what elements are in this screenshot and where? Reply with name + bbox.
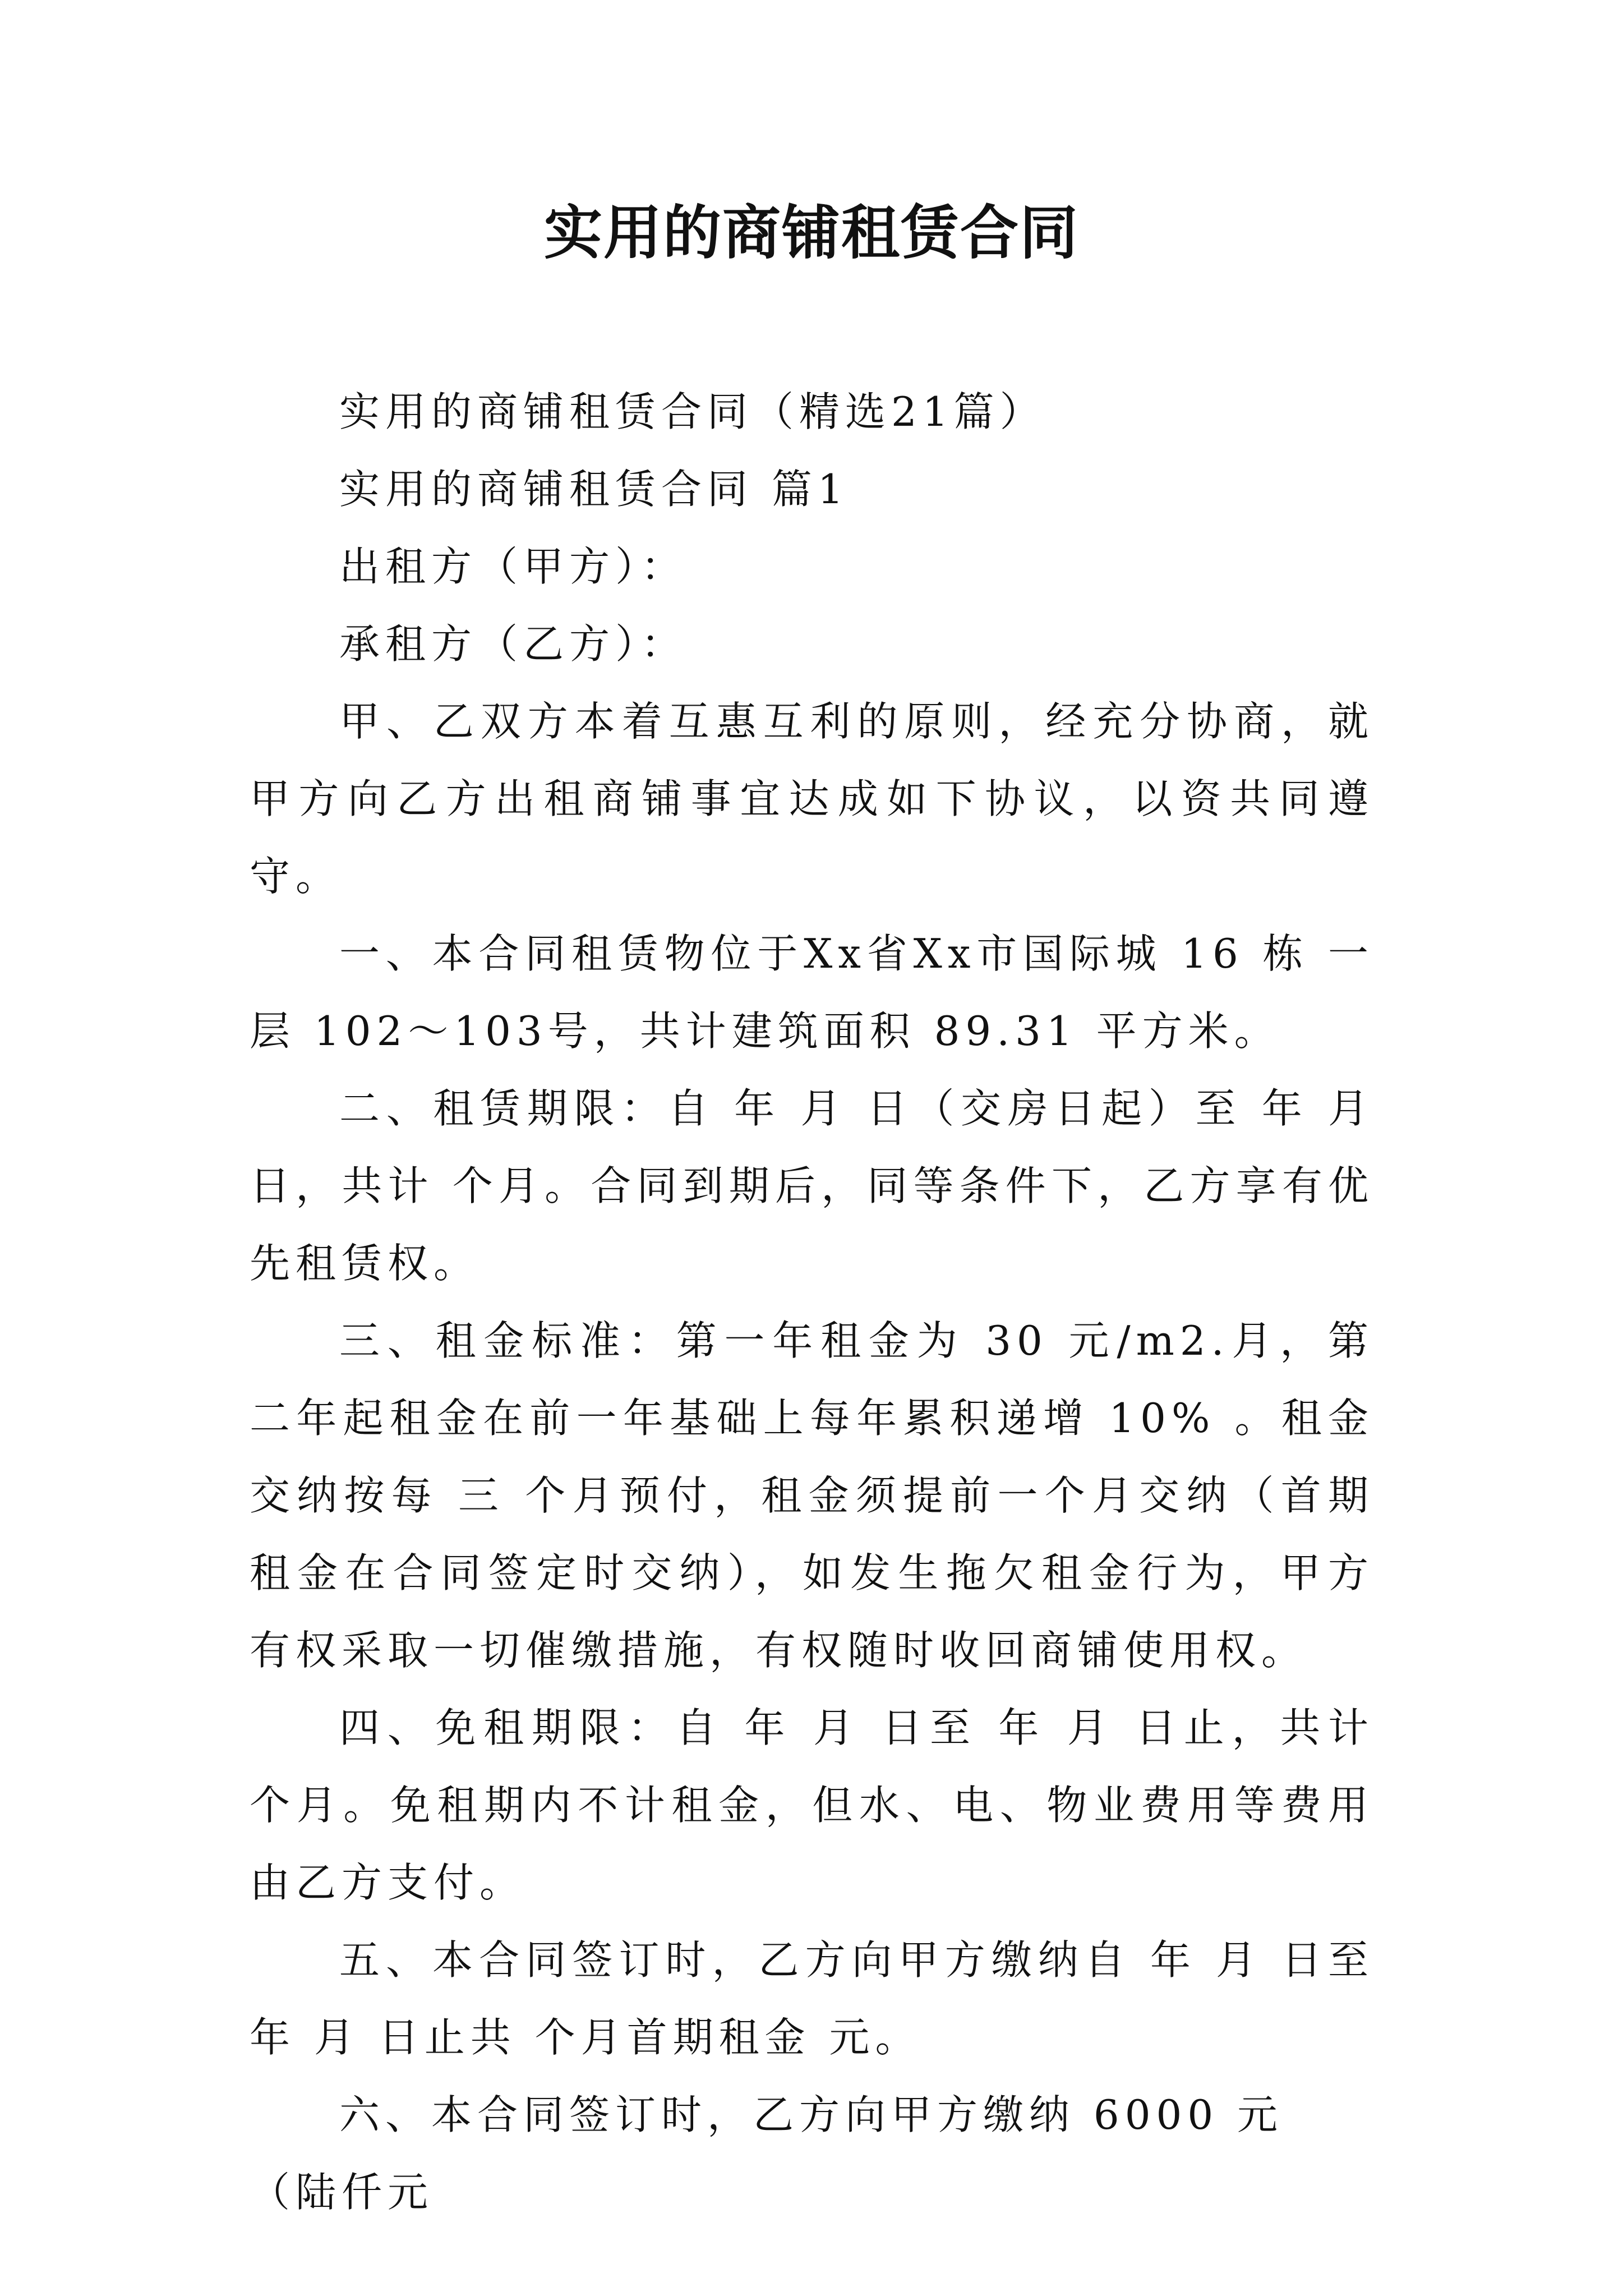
paragraph-clause-6: 六、本合同签订时，乙方向甲方缴纳 6000 元（陆仟元 [250,2091,1284,2216]
paragraph-lessee: 承租方（乙方）： [339,620,688,668]
paragraph-clause-5: 五、本合同签订时，乙方向甲方缴纳自 年 月 日至 年 月 日止共 个月首期租金 元。 [250,1936,1374,2061]
paragraph-clause-1: 一、本合同租赁物位于Xx省Xx市国际城 16 栋 一 层 102～103号，共计建筑面积 89.31 平方米。 [250,930,1374,1055]
paragraph-clause-4: 四、免租期限：自 年 月 日至 年 月 日止，共计 个月。免租期内不计租金，但水、电、物业费用等费用由乙方支付。 [250,1704,1374,1906]
paragraph-clause-3: 三、租金标准：第一年租金为 30 元/m2.月，第二年起租金在前一年基础上每年累积递增 10% 。租金交纳按每 三 个月预付，租金须提前一个月交纳（首期租金在合同签定时交纳），如发生拖欠租金行为，甲方有权采取一切催缴措施，有权随时收回商铺使用权。 [250,1317,1374,1674]
document-title: 实用的商铺租赁合同 [543,198,1079,267]
document-body [250,373,1374,2231]
paragraph-clause-2: 二、租赁期限：自 年 月 日（交房日起）至 年 月 日，共计 个月。合同到期后，同等条件下，乙方享有优先租赁权。 [250,1085,1374,1287]
paragraph-subtitle: 实用的商铺租赁合同（精选21篇） [339,388,1046,435]
paragraph-lessor: 出租方（甲方）： [339,543,688,590]
paragraph-section-heading: 实用的商铺租赁合同 篇1 [339,466,849,513]
paragraph-preamble: 甲、乙双方本着互惠互利的原则，经充分协商，就甲方向乙方出租商铺事宜达成如下协议，以资共同遵守。 [250,698,1374,900]
